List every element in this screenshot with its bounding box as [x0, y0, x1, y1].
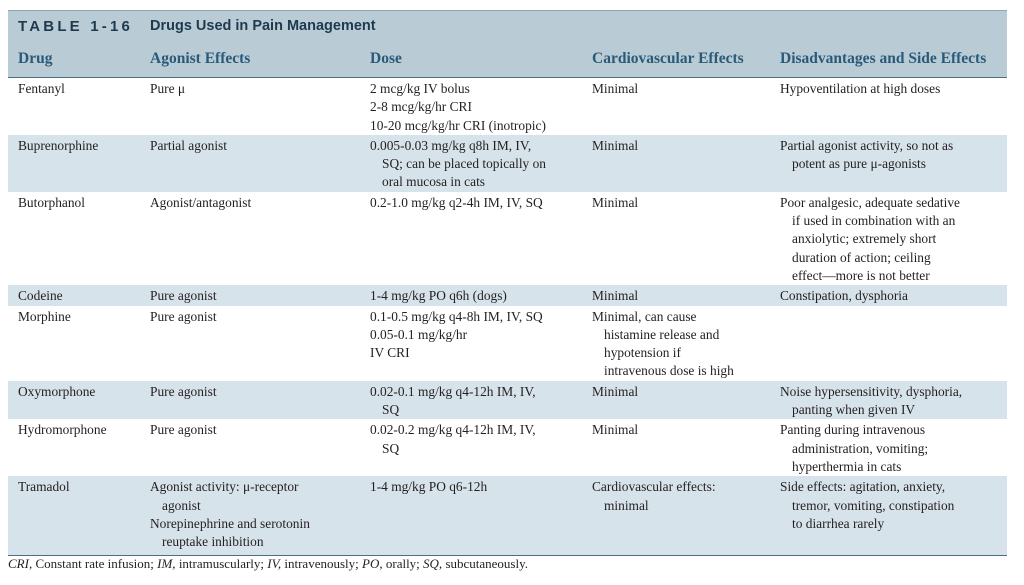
cell-side-effects — [770, 476, 1007, 556]
table-row — [8, 381, 1007, 420]
cell-line: if used in combination with an — [792, 213, 956, 229]
table-title: Drugs Used in Pain Management — [150, 18, 376, 34]
col-header-agonist: Agonist Effects — [140, 41, 360, 78]
cell-drug: Morphine — [18, 308, 71, 324]
table-row — [8, 306, 1007, 381]
cell-line: panting when given IV — [792, 402, 916, 418]
footnote-abbr: CRI, — [8, 556, 33, 571]
footnote-abbr: SQ, — [423, 556, 443, 571]
cell-line: effect—more is not better — [792, 267, 930, 283]
cell-agonist — [140, 381, 360, 420]
table-row — [8, 78, 1007, 135]
cell-line: SQ; can be placed topically on — [382, 156, 546, 172]
cell-line: 2-8 mcg/kg/hr CRI — [370, 99, 472, 115]
cell-side-effects — [770, 78, 1007, 135]
cell-drug: Hydromorphone — [18, 422, 107, 438]
cell-drug: Codeine — [8, 285, 140, 305]
cell-dose — [360, 135, 582, 192]
cell-side-effects — [770, 285, 1007, 305]
footnote-abbr: IM, — [157, 556, 176, 571]
cell-line: Minimal — [592, 194, 639, 210]
footnote-text: orally; — [382, 556, 424, 571]
cell-cardio — [582, 285, 770, 305]
table-title-bar — [8, 10, 1007, 41]
cell-line: Pure agonist — [150, 308, 217, 324]
cell-cardio — [582, 78, 770, 135]
cell-dose — [360, 192, 582, 285]
footnote-text: intramuscularly; — [175, 556, 268, 571]
cell-cardio — [582, 306, 770, 381]
pain-management-table — [8, 41, 1007, 556]
cell-line: hyperthermia in cats — [792, 458, 902, 474]
cell-agonist — [140, 419, 360, 476]
cell-line: 0.05-0.1 mg/kg/hr — [370, 326, 468, 342]
drug-table — [8, 10, 1007, 556]
cell-dose — [360, 78, 582, 135]
table-row — [8, 135, 1007, 192]
footnote-text: intravenously; — [281, 556, 363, 571]
table-row — [8, 192, 1007, 285]
cell-line: Norepinephrine and serotonin — [150, 515, 310, 531]
cell-drug: Fentanyl — [18, 81, 65, 96]
cell-cardio — [582, 135, 770, 192]
cell-line: Cardiovascular effects: — [592, 479, 716, 495]
cell-dose — [360, 306, 582, 381]
cell-line: Partial agonist — [150, 137, 227, 153]
cell-line: 0.005-0.03 mg/kg q8h IM, IV, — [370, 137, 532, 153]
cell-line: Pure agonist — [150, 383, 217, 399]
cell-drug: Tramadol — [8, 476, 140, 556]
cell-agonist — [140, 192, 360, 285]
table-number: TABLE 1-16 — [18, 17, 134, 35]
cell-line: Poor analgesic, adequate sedative — [780, 194, 960, 210]
cell-dose — [360, 381, 582, 420]
cell-line: Minimal — [592, 81, 639, 96]
cell-agonist — [140, 285, 360, 305]
cell-line: Pure μ — [150, 81, 186, 96]
cell-drug: Butorphanol — [18, 194, 85, 210]
cell-line: to diarrhea rarely — [792, 515, 885, 531]
cell-line: 2 mcg/kg IV bolus — [370, 81, 470, 96]
cell-line: Pure agonist — [150, 422, 217, 438]
cell-line: Noise hypersensitivity, dysphoria, — [780, 383, 963, 399]
table-footnote — [8, 556, 528, 572]
cell-cardio — [582, 192, 770, 285]
cell-cardio — [582, 476, 770, 556]
cell-line: 10-20 mcg/kg/hr CRI (inotropic) — [370, 117, 546, 133]
cell-side-effects — [770, 306, 1007, 381]
col-header-dose: Dose — [360, 41, 582, 78]
col-header-drug: Drug — [8, 41, 140, 78]
cell-line: IV CRI — [370, 345, 410, 361]
cell-line: Side effects: agitation, anxiety, — [780, 479, 946, 495]
cell-line: intravenous dose is high — [604, 363, 734, 379]
cell-drug: Buprenorphine — [8, 135, 140, 192]
cell-dose — [360, 419, 582, 476]
cell-dose — [360, 285, 582, 305]
cell-line: 1-4 mg/kg PO q6h (dogs) — [370, 288, 507, 304]
cell-line: Partial agonist activity, so not as — [780, 137, 954, 153]
cell-line: histamine release and — [604, 326, 720, 342]
cell-line: Minimal, can cause — [592, 308, 697, 324]
cell-line: SQ — [382, 402, 400, 418]
footnote-text: Constant rate infusion; — [32, 556, 158, 571]
col-header-side-effects: Disadvantages and Side Effects — [770, 41, 1007, 78]
footnote-abbr: IV, — [267, 556, 282, 571]
cell-line: potent as pure μ-agonists — [792, 156, 926, 172]
cell-agonist — [140, 476, 360, 556]
cell-line: Minimal — [592, 288, 639, 304]
cell-line: tremor, vomiting, constipation — [792, 497, 955, 513]
table-row — [8, 285, 1007, 305]
cell-line: Panting during intravenous — [780, 422, 926, 438]
cell-side-effects — [770, 135, 1007, 192]
footnote-text: subcutaneously. — [442, 556, 528, 571]
cell-line: Minimal — [592, 422, 639, 438]
cell-agonist — [140, 306, 360, 381]
cell-side-effects — [770, 192, 1007, 285]
cell-dose — [360, 476, 582, 556]
cell-line: Minimal — [592, 137, 639, 153]
cell-line: agonist — [162, 497, 201, 513]
cell-drug: Oxymorphone — [8, 381, 140, 420]
cell-line: SQ — [382, 440, 400, 456]
cell-line: 0.02-0.1 mg/kg q4-12h IM, IV, — [370, 383, 536, 399]
cell-line: reuptake inhibition — [162, 534, 264, 550]
footnote-abbr: PO, — [362, 556, 383, 571]
cell-line: Pure agonist — [150, 288, 217, 304]
table-row — [8, 419, 1007, 476]
cell-line: Agonist/antagonist — [150, 194, 252, 210]
cell-line: administration, vomiting; — [792, 440, 929, 456]
cell-cardio — [582, 419, 770, 476]
cell-line: anxiolytic; extremely short — [792, 231, 937, 247]
cell-line: Constipation, dysphoria — [780, 288, 908, 304]
cell-line: 1-4 mg/kg PO q6-12h — [370, 479, 488, 495]
cell-line: hypotension if — [604, 345, 681, 361]
cell-line: duration of action; ceiling — [792, 249, 931, 265]
cell-side-effects — [770, 419, 1007, 476]
cell-line: minimal — [604, 497, 649, 513]
cell-line: 0.2-1.0 mg/kg q2-4h IM, IV, SQ — [370, 194, 543, 210]
cell-agonist — [140, 78, 360, 135]
cell-line: 0.1-0.5 mg/kg q4-8h IM, IV, SQ — [370, 308, 543, 324]
cell-line: 0.02-0.2 mg/kg q4-12h IM, IV, — [370, 422, 536, 438]
cell-line: Agonist activity: μ-receptor — [150, 479, 299, 495]
cell-line: Hypoventilation at high doses — [780, 81, 941, 96]
cell-side-effects — [770, 381, 1007, 420]
cell-agonist — [140, 135, 360, 192]
cell-cardio — [582, 381, 770, 420]
table-row — [8, 476, 1007, 556]
col-header-cardio: Cardiovascular Effects — [582, 41, 770, 78]
header-row — [8, 41, 1007, 78]
cell-line: oral mucosa in cats — [382, 174, 485, 190]
cell-line: Minimal — [592, 383, 639, 399]
